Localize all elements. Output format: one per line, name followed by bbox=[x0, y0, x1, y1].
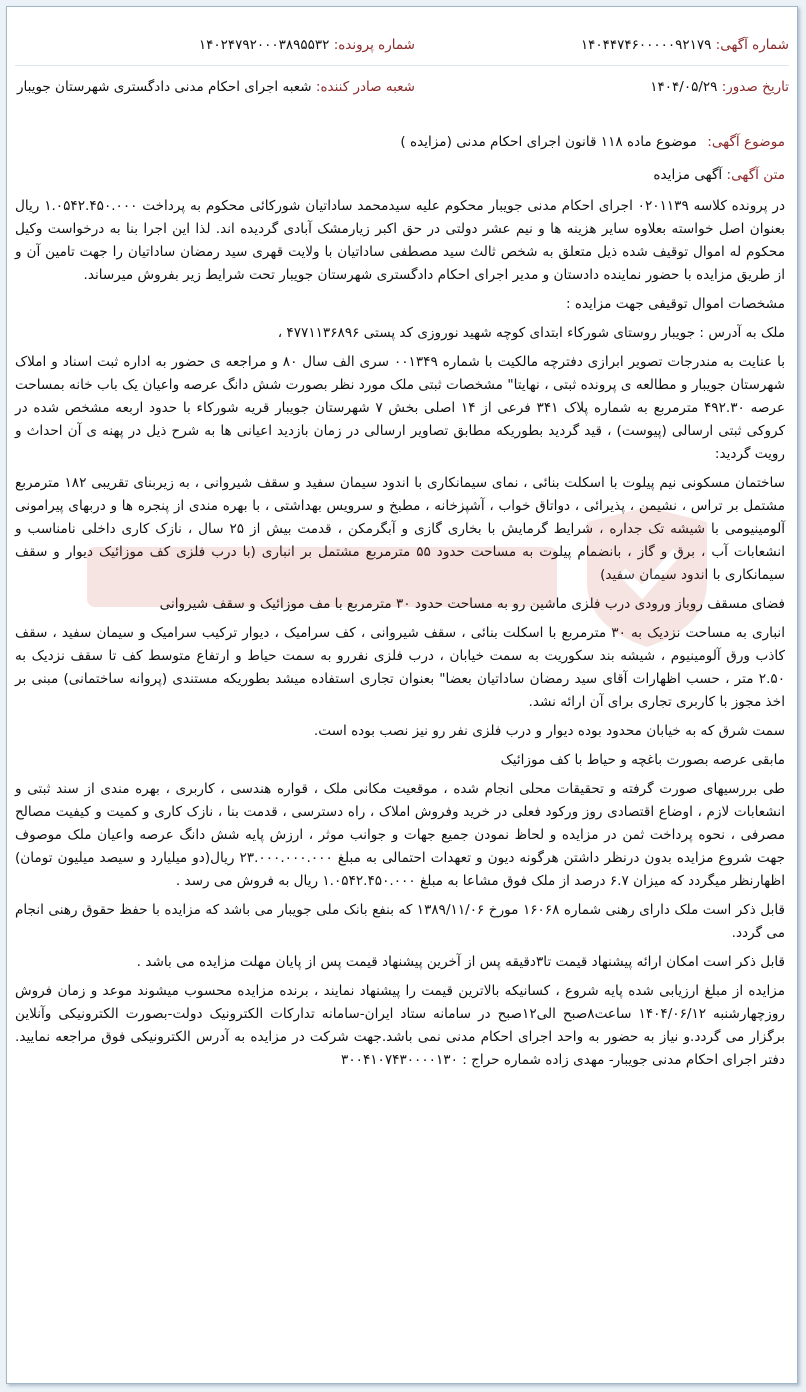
case-number bbox=[199, 37, 415, 53]
issue-date-label: تاریخ صدور: bbox=[721, 79, 789, 95]
paragraph: مشخصات اموال توقیفی جهت مزایده : bbox=[565, 296, 785, 312]
issuer-label: شعبه صادر کننده: bbox=[315, 79, 415, 95]
text-label: متن آگهی: bbox=[726, 167, 785, 183]
notice-number-label: شماره آگهی: bbox=[715, 37, 789, 53]
paragraph: مزایده از مبلغ ارزیابی شده پایه شروع ، کسانیکه بالاترین قیمت را پیشنهاد نمایند ، برنده مزایده محسوب میشوند موعد و زمان فروش روزچهارشنبه ۱۴۰۴/۰۶/۱۲ ساعت۸صبح الی۱۲صبح در سامانه ستاد ایران-سامانه تدارکات الکترونیک دولت-بصورت الکترونیکی وآنلاین برگزار می گردد.و نیاز به حضور به واحد اجرای احکام مدنی نمی باشد.جهت شرکت در مزایده به آدرس الکترونیکی فوق مراجعه نمایید. دفتر اجرای احکام مدنی جویبار- مهدی زاده شماره حراج : ۳۰۰۴۱۰۷۴۳۰۰۰۰۱۳۰ bbox=[15, 983, 785, 1068]
notice-document bbox=[6, 6, 798, 1384]
notice-text-title bbox=[15, 164, 785, 187]
subject-value: موضوع ماده ۱۱۸ قانون اجرای احکام مدنی (مزایده ) bbox=[400, 134, 697, 150]
header-divider bbox=[15, 65, 789, 66]
subject-label: موضوع آگهی: bbox=[707, 134, 785, 150]
case-number-value: ۱۴۰۲۴۷۹۲۰۰۰۳۸۹۵۵۳۲ bbox=[198, 37, 330, 53]
paragraph: ملک به آدرس : جویبار روستای شورکاء ابتدای کوچه شهید نوروزی کد پستی ۴۷۷۱۱۳۶۸۹۶ ، bbox=[277, 325, 785, 341]
paragraph: با عنایت به مندرجات تصویر ابرازی دفترچه مالکیت با شماره ۰۰۱۳۴۹ سری الف سال ۸۰ و مراجعه ی حضور به اداره ثبت اسناد و املاک شهرستان جویبار و مطالعه ی پرونده ثبتی ، نهایتا" مشخصات ثبتی ملک مورد نظر بصورت شش دانگ عرصه واعیان یک باب خانه بمساحت عرصه ۴۹۲.۳۰ مترمربع به شماره پلاک ۳۴۱ فرعی از ۱۴ اصلی بخش ۷ شهرستان جویبار قریه شورکاء با حدود اربعه مشخص شده در کروکی ثبتی ارسالی (پیوست) ، قید گردید بطوریکه مطابق تصاویر ارسالی در زمان بازدید اعیانی ها به شرح ذیل در پهنه ی آن احداث و رویت گردید: bbox=[15, 354, 786, 462]
paragraph: سمت شرق که به خیابان محدود بوده دیوار و درب فلزی نفر رو نیز نصب بوده است. bbox=[313, 723, 785, 739]
case-number-label: شماره پرونده: bbox=[333, 37, 415, 53]
notice-subject bbox=[15, 131, 785, 154]
notice-number-value: ۱۴۰۴۴۷۴۶۰۰۰۰۰۹۲۱۷۹ bbox=[580, 37, 712, 53]
issue-date-value: ۱۴۰۴/۰۵/۲۹ bbox=[650, 79, 718, 95]
paragraph: قابل ذکر است ملک دارای رهنی شماره ۱۶۰۶۸ مورخ ۱۳۸۹/۱۱/۰۶ که بنفع بانک ملی جویبار می باشد که مزایده با حفظ حقوق رهنی انجام می گردد. bbox=[15, 902, 785, 941]
text-title-value: آگهی مزایده bbox=[653, 167, 723, 183]
issuer bbox=[17, 79, 415, 95]
paragraph: فضای مسقف روباز ورودی درب فلزی ماشین رو به مساحت حدود ۳۰ مترمربع با مف موزائیک و سقف شیروانی bbox=[159, 596, 785, 612]
paragraph: در پرونده کلاسه ۰۲۰۱۱۳۹ اجرای احکام مدنی جویبار محکوم علیه سیدمحمد ساداتیان شورکائی محکوم به پرداخت ۱.۰۵۴۲.۴۵۰.۰۰۰ ریال بعنوان اصل خواسته بعلاوه سایر هزینه ها و نیم عشر دولتی در حق اکبر زیارمشک آبادی گردیده اند. لذا این اجرا بنا به درخواست وکیل محکوم له اموال توقیف شده ذیل متعلق به شخص ثالث سید مصطفی ساداتیان با ولایت قهری سید رمضان ساداتیان را جهت تامین آن و از طریق مزایده با حضور نماینده دادستان و مدیر اجرای احکام دادگستری شهرستان جویبار تحت شرایط زیر بفروش میرساند. bbox=[15, 198, 785, 283]
notice-number bbox=[581, 37, 789, 53]
paragraph: مابقی عرصه بصورت باغچه و حیاط با کف موزائیک bbox=[500, 752, 785, 768]
paragraph: ساختمان مسکونی نیم پیلوت با اسکلت بنائی ، نمای سیمانکاری با اندود سیمان سفید و سقف شیروانی ، به زیربنای تقریبی ۱۸۲ مترمربع مشتمل بر تراس ، نشیمن ، پذیرائی ، دواتاق خواب ، آشپزخانه ، مطبخ و سرویس بهداشتی ، با بهره مندی از پنجره ها و دربهای پیرامونی آلومینیومی با شیشه تک جداره ، شرایط گرمایش با بخاری گازی و آبگرمکن ، قدمت بیش از ۲۵ سال ، نازک کاری داخلی نامناسب و انشعابات آب ، برق و گاز ، بانضمام پیلوت به مساحت حدود ۵۵ مترمربع مشتمل بر انباری (با درب فلزی کف موزائیک دیوار و سقف سیمانکاری با اندود سیمان سفید) bbox=[15, 475, 785, 583]
issuer-value: شعبه اجرای احکام مدنی دادگستری شهرستان جویبار bbox=[16, 79, 312, 95]
notice-header bbox=[7, 7, 797, 117]
issue-date bbox=[650, 79, 789, 95]
paragraph: قابل ذکر است امکان ارائه پیشنهاد قیمت تا۳دقیقه پس از آخرین پیشنهاد قیمت پس از پایان مهلت مزایده می باشد . bbox=[136, 954, 785, 970]
notice-body bbox=[7, 131, 797, 1072]
paragraph: طی بررسیهای صورت گرفته و تحقیقات محلی انجام شده ، موقعیت مکانی ملک ، قواره هندسی ، کاربری ، بهره مندی از سند ثبتی و انشعابات لازم ، اوضاع اقتصادی روز ورکود فعلی در خرید وفروش املاک ، راه دسترسی ، قدمت بنا ، نازک کاری و کمیت و کیفیت مصالح مصرفی ، نحوه پرداخت ثمن در مزایده و لحاظ نمودن جمیع جهات و جوانب موثر ، ارزش پایه شش دانگ عرصه واعیان ملک موصوف جهت شروع مزایده بدون درنظر داشتن هرگونه دیون و تعهدات احتمالی به مبلغ ۲۳.۰۰۰.۰۰۰.۰۰۰ ریال(دو میلیارد و سیصد میلیون تومان) اظهارنظر میگردد که میزان ۶.۷ درصد از ملک فوق مشاعا به مبلغ ۱.۰۵۴۲.۴۵۰.۰۰۰ ریال به فروش می رسد . bbox=[15, 781, 785, 889]
paragraph: انباری به مساحت نزدیک به ۳۰ مترمربع با اسکلت بنائی ، سقف شیروانی ، کف سرامیک ، دیوار ترکیب سرامیک و سیمان سفید ، سقف کاذب ورق آلومینیوم ، شیشه بند سکوریت به سمت خیابان ، درب فلزی نفررو به سمت حیاط و ارتفاع متوسط کف تا سقف نزدیک به ۲.۵۰ متر ، حسب اظهارات آقای سید رمضان ساداتیان بعضا" بعنوان تجاری استفاده میشد بطوریکه مستندی (پروانه ساختمانی) مبنی بر اخذ مجوز با کاربری تجاری برای آن ارائه نشد. bbox=[15, 625, 785, 710]
